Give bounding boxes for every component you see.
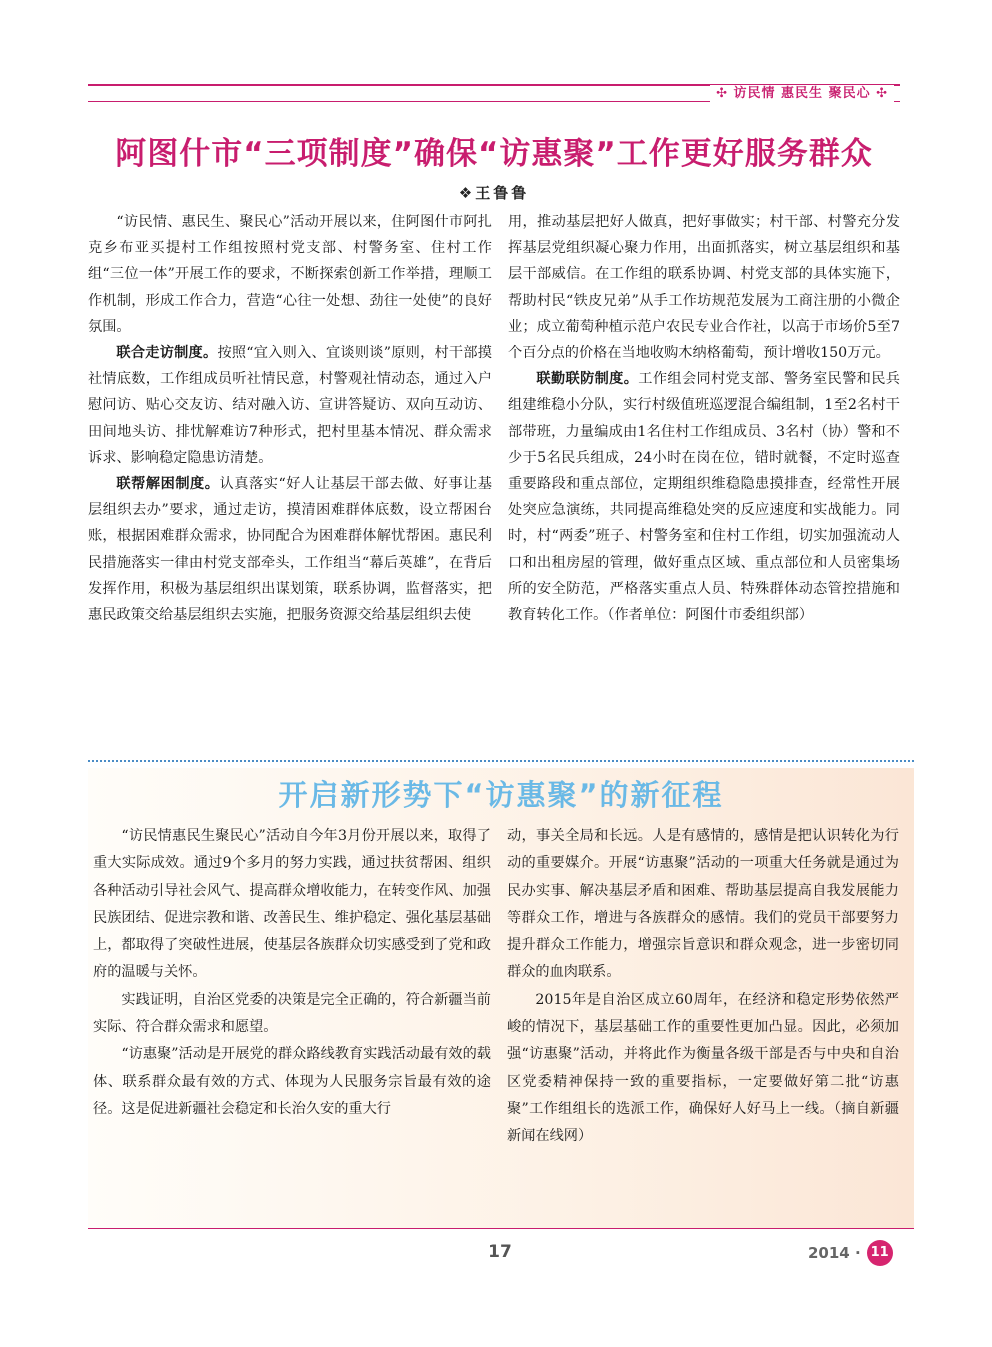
article2-paragraph: “访惠聚”活动是开展党的群众路线教育实践活动最有效的载体、联系群众最有效的方式、体现为人民服务宗旨最有效的途径。这是促进新疆社会稳定和长治久安的重大行: [93, 1046, 491, 1117]
section-body: 按照“宜入则入、宜谈则谈”原则，村干部摸社情底数，工作组成员听社情民意，村警观社情动态，通过入户慰问访、贴心交友访、结对融入访、宣讲答疑访、双向互动访、田间地头访、排忧解难访7种形式，把村里基本情况、群众需求诉求、影响稳定隐患访清楚。: [88, 345, 492, 466]
issue-label: [808, 1240, 893, 1266]
section-body: 工作组会同村党支部、警务室民警和民兵组建维稳小分队，实行村级值班巡逻混合编组制，1至2名村干部带班，力量编成由1名住村工作组成员、3名村（协）警和不少于5名民兵组成，24小时在岗在位，错时就餐，不定时巡查重要路段和重点部位，定期组织维稳隐患摸排查，经常性开展处突应急演练，共同提高维稳处突的反应速度和实战能力。同时，村“两委”班子、村警务室和住村工作组，切实加强流动人口和出租房屋的管理，做好重点区域、重点部位和人员密集场所的安全防范，严格落实重点人员、特殊群体动态管控措施和教育转化工作。（作者单位：阿图什市委组织部）: [508, 371, 900, 624]
article2-title: 开启新形势下“访惠聚”的新征程: [278, 778, 724, 812]
article1-paragraph: [508, 366, 900, 628]
header-bar: [88, 84, 900, 106]
article2-paragraph: 动，事关全局和长远。人是有感情的，感情是把认识转化为行动的重要媒介。开展“访惠聚”活动的一项重大任务就是通过为民办实事、解决基层矛盾和困难、帮助基层提高自我发展能力等群众工作，增进与各族群众的感情。我们的党员干部要努力提升群众工作能力，增强宗旨意识和群众观念，进一步密切同群众的血肉联系。: [507, 828, 899, 981]
article2-paragraph: 实践证明，自治区党委的决策是完全正确的，符合新疆当前实际、符合群众需求和愿望。: [93, 991, 491, 1036]
section-heading: 联勤联防制度。: [536, 371, 639, 388]
section-heading: 联合走访制度。: [116, 345, 218, 362]
issue-year: 2014 ·: [808, 1244, 861, 1262]
article1-paragraph: [88, 471, 492, 628]
column-tagline: ✣ 访民情 惠民生 聚民心 ✣: [710, 85, 894, 102]
section-divider: [88, 760, 914, 762]
article1-paragraph: 用，推动基层把好人做真，把好事做实；村干部、村警充分发挥基层党组织凝心聚力作用，出面抓落实，树立基层组织和基层干部威信。在工作组的联系协调、村党支部的具体实施下，帮助村民“铁皮兄弟”从手工作坊规范发展为工商注册的小微企业；成立葡萄种植示范户农民专业合作社，以高于市场价5至7个百分点的价格在当地收购木纳格葡萄，预计增收150万元。: [508, 214, 900, 362]
article1-column-right: [508, 209, 900, 628]
footer-rule: [88, 1228, 914, 1229]
article1-column-left: [88, 209, 492, 628]
article1-paragraph: [88, 340, 492, 471]
section-body: 认真落实“好人让基层干部去做、好事让基层组织去办”要求，通过走访，摸清困难群体底数，设立帮困台账，根据困难群众需求，协同配合为困难群体解忧帮困。惠民利民措施落实一律由村党支部牵头，工作组当“幕后英雄”，在背后发挥作用，积极为基层组织出谋划策，联系协调，监督落实，把惠民政策交给基层组织去实施，把服务资源交给基层组织去使: [88, 476, 492, 624]
article1-title: 阿图什市“三项制度”确保“访惠聚”工作更好服务群众: [115, 136, 873, 172]
article1-author: ❖王鲁鲁: [458, 184, 530, 202]
article2-paragraph: “访民情惠民生聚民心”活动自今年3月份开展以来，取得了重大实际成效。通过9个多月的努力实践，通过扶贫帮困、组织各种活动引导社会风气、提高群众增收能力，在转变作风、加强民族团结、促进宗教和谐、改善民生、维护稳定、强化基层基础上，都取得了突破性进展，使基层各族群众切实感受到了党和政府的温暖与关怀。: [93, 828, 491, 981]
article2-column-right: [507, 823, 899, 1151]
article2-column-left: [93, 823, 491, 1123]
article1-paragraph: “访民情、惠民生、聚民心”活动开展以来，住阿图什市阿扎克乡布亚买提村工作组按照村党支部、村警务室、住村工作组“三位一体”开展工作的要求，不断探索创新工作举措，理顺工作机制，形成工作合力，营造“心往一处想、劲往一处使”的良好氛围。: [88, 214, 492, 335]
article2-paragraph: 2015年是自治区成立60周年，在经济和稳定形势依然严峻的情况下，基层基础工作的重要性更加凸显。因此，必须加强“访惠聚”活动，并将此作为衡量各级干部是否与中央和自治区党委精神保持一致的重要指标，一定要做好第二批“访惠聚”工作组组长的选派工作，确保好人好马上一线。（摘自新疆新闻在线网）: [507, 991, 899, 1145]
page-number: 17: [488, 1242, 512, 1262]
section-heading: 联帮解困制度。: [116, 476, 220, 493]
issue-number-badge: 11: [867, 1240, 893, 1266]
